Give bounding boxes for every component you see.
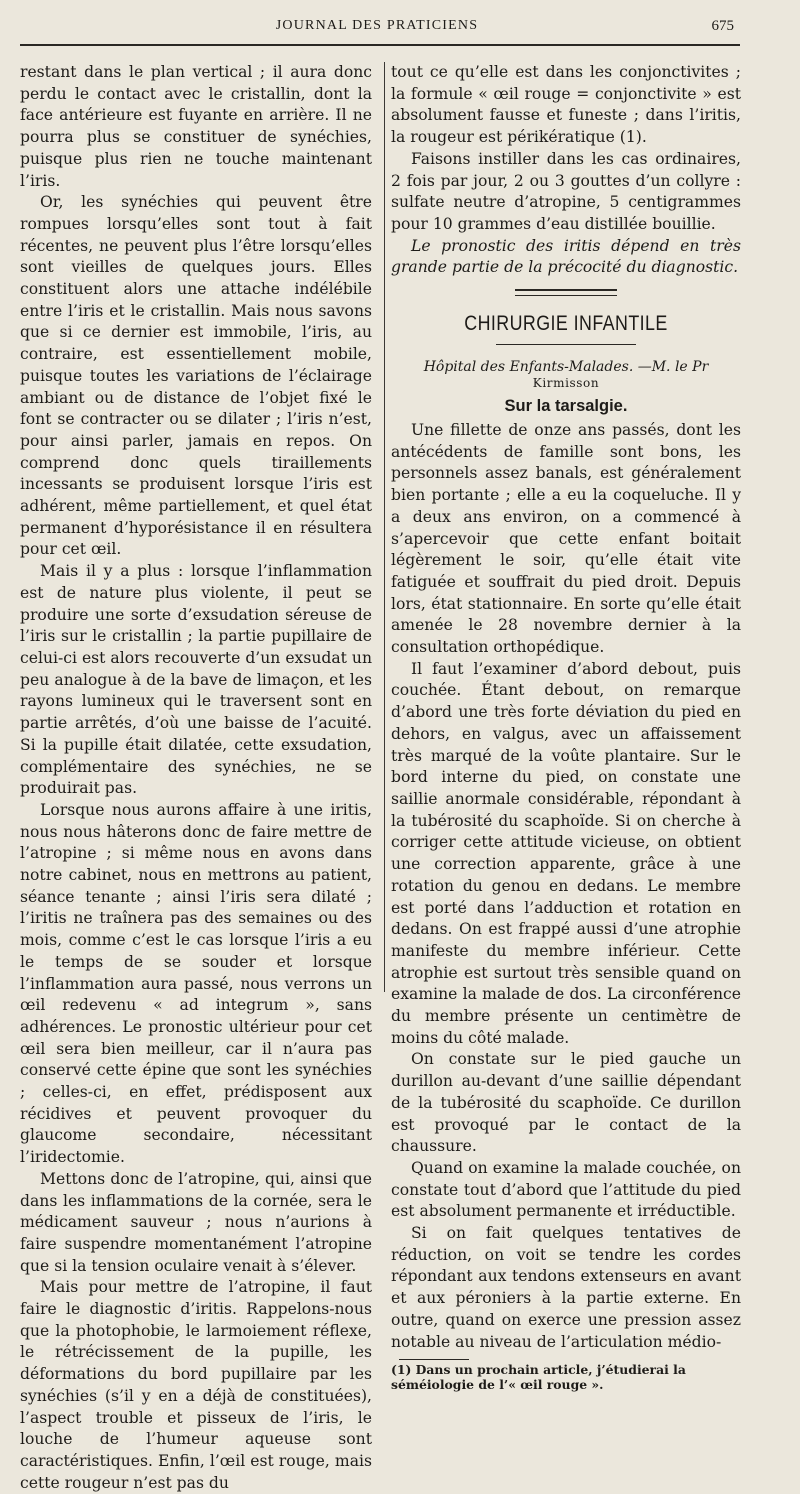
section-separator <box>515 289 617 296</box>
journal-title: JOURNAL DES PRATICIENS <box>275 18 479 33</box>
paragraph: restant dans le plan vertical ; il aura donc perdu le contact avec le cristallin, dont la face antérieure est fuyante en arrière. Il ne pourra plus se constituer de synéchies, puisque plus rien ne touche maintenant l’iris. <box>20 63 372 190</box>
column-divider <box>384 62 385 992</box>
section-title: CHIRURGIE INFANTILE <box>464 312 668 336</box>
paragraph: Lorsque nous aurons affaire à une iritis, nous nous hâterons donc de faire mettre de l’atropine ; si même nous en avons dans notre cabinet, nous en mettrons au patient, séance tenante ; ainsi l’iris sera dilaté ; l’iritis ne traînera pas des semaines ou des mois, comme c’est le cas lorsque l’iris a eu le temps de se souder et lorsque l’inflammation aura passé, nous verrons un œil redevenu « ad integrum », sans adhérences. Le pronostic ultérieur pour cet œil sera bien meilleur, car il n’aura pas conservé cette épine que sont les synéchies ; celles-ci, en effet, prédisposent aux récidives et peuvent provoquer du glaucome secondaire, nécessitant l’iridectomie. <box>20 800 372 1167</box>
hospital-line <box>391 359 741 391</box>
paragraph: Faisons instiller dans les cas ordinaires, 2 fois par jour, 2 ou 3 gouttes d’un collyre : sulfate neutre d’atropine, 5 centigrammes pour 10 grammes d’eau distillée bouillie. <box>391 149 741 233</box>
page-number: 675 <box>711 18 734 34</box>
footnote-rule <box>399 1359 469 1360</box>
article-title: Sur la tarsalgie. <box>504 397 628 416</box>
right-column <box>391 62 741 1392</box>
paragraph: tout ce qu’elle est dans les conjonctivites ; la formule « œil rouge = conjonctivite » est absolument fausse et funeste ; dans l’iritis, la rougeur est périkératique (1). <box>391 63 741 147</box>
conclusion-paragraph: Le pronostic des iritis dépend en très grande partie de la précocité du diagnostic. <box>391 236 741 277</box>
paragraph: Si on fait quelques tentatives de réduction, on voit se tendre les cordes répondant aux tendons extenseurs en avant et aux péroniers à la partie externe. En outre, quand on exerce une pression assez notable au niveau de l’articulation médio- <box>391 1224 741 1351</box>
professor-name: Kirmisson <box>532 376 600 391</box>
running-header <box>20 18 734 40</box>
hospital-name: Hôpital des Enfants-Malades. —M. le Pr <box>423 359 709 376</box>
paragraph: On constate sur le pied gauche un durillon au-devant d’une saillie dépendant de la tubérosité du scaphoïde. Ce durillon est provoqué par le contact de la chaussure. <box>391 1050 741 1156</box>
footnote: (1) Dans un prochain article, j’étudierai la séméiologie de l’« œil rouge ». <box>391 1362 686 1393</box>
paragraph: Or, les synéchies qui peuvent être rompues lorsqu’elles sont tout à fait récentes, ne peuvent plus l’être lorsqu’elles sont vieilles de quelques jours. Elles constituent alors une attache indélébile entre l’iris et le cristallin. Mais nous savons que si ce dernier est immobile, l’iris, au contraire, est essentiellement mobile, puisque toutes les variations de l’éclairage ambiant ou de distance de l’objet fixé le font se contracter ou se dilater ; l’iris n’est, pour ainsi parler, jamais en repos. On comprend donc quels tiraillements incessants se produisent lorsque l’iris est adhérent, même partiellement, et quel état permanent d’hyporésistance il en résultera pour cet œil. <box>20 193 372 559</box>
section-underline <box>496 344 636 345</box>
paragraph: Mais il y a plus : lorsque l’inflammation est de nature plus violente, il peut se produire une sorte d’exsudation séreuse de l’iris sur le cristallin ; la partie pupillaire de celui-ci est alors recouverte d’un exsudat un peu analogue à de la bave de limaçon, et les rayons lumineux qui le traversent sont en partie arrêtés, d’où une baisse de l’acuité. Si la pupille était dilatée, cette exsudation, complémentaire des synéchies, ne se produirait pas. <box>20 562 372 798</box>
paragraph: Quand on examine la malade couchée, on constate tout d’abord que l’attitude du pied est absolument permanente et irréductible. <box>391 1158 741 1221</box>
paragraph: Il faut l’examiner d’abord debout, puis couchée. Étant debout, on remarque d’abord une très forte déviation du pied en dehors, en valgus, avec un affaissement très marqué de la voûte plantaire. Sur le bord interne du pied, on constate une saillie anormale considérable, répondant à la tubérosité du scaphoïde. Si on cherche à corriger cette attitude vicieuse, on obtient une correction apparente, grâce à une rotation du genou en dedans. Le membre est porté dans l’adduction et rotation en dedans. On est frappé aussi d’une atrophie manifeste du membre inférieur. Cette atrophie est surtout très sensible quand on examine la malade de dos. La circonférence du membre présente un centimètre de moins du côté malade. <box>391 659 741 1047</box>
paragraph: Mais pour mettre de l’atropine, il faut faire le diagnostic d’iritis. Rappelons-nous que la photophobie, le larmoiement réflexe, le rétrécissement de la pupille, les déformations du bord pupillaire par les synéchies (s’il y en a déjà de constituées), l’aspect trouble et pisseux de l’iris, le louche de l’humeur aqueuse sont caractéristiques. Enfin, l’œil est rouge, mais cette rougeur n’est pas du <box>20 1278 372 1492</box>
left-column <box>20 62 372 1494</box>
paragraph: Mettons donc de l’atropine, qui, ainsi que dans les inflammations de la cornée, sera le médicament sauveur ; nous n’aurions à faire suspendre momentanément l’atropine que si la tension oculaire venait à s’élever. <box>20 1169 372 1275</box>
paragraph: Une fillette de onze ans passés, dont les antécédents de famille sont bons, les personnels assez banals, est généralement bien portante ; elle a eu la coqueluche. Il y a deux ans environ, on a commencé à s’apercevoir que cette enfant boitait légèrement le soir, qu’elle était vite fatiguée et souffrait du pied droit. Depuis lors, état stationnaire. En sorte qu’elle était amenée le 28 novembre dernier à la consultation orthopédique. <box>391 421 741 657</box>
header-rule <box>20 44 740 46</box>
